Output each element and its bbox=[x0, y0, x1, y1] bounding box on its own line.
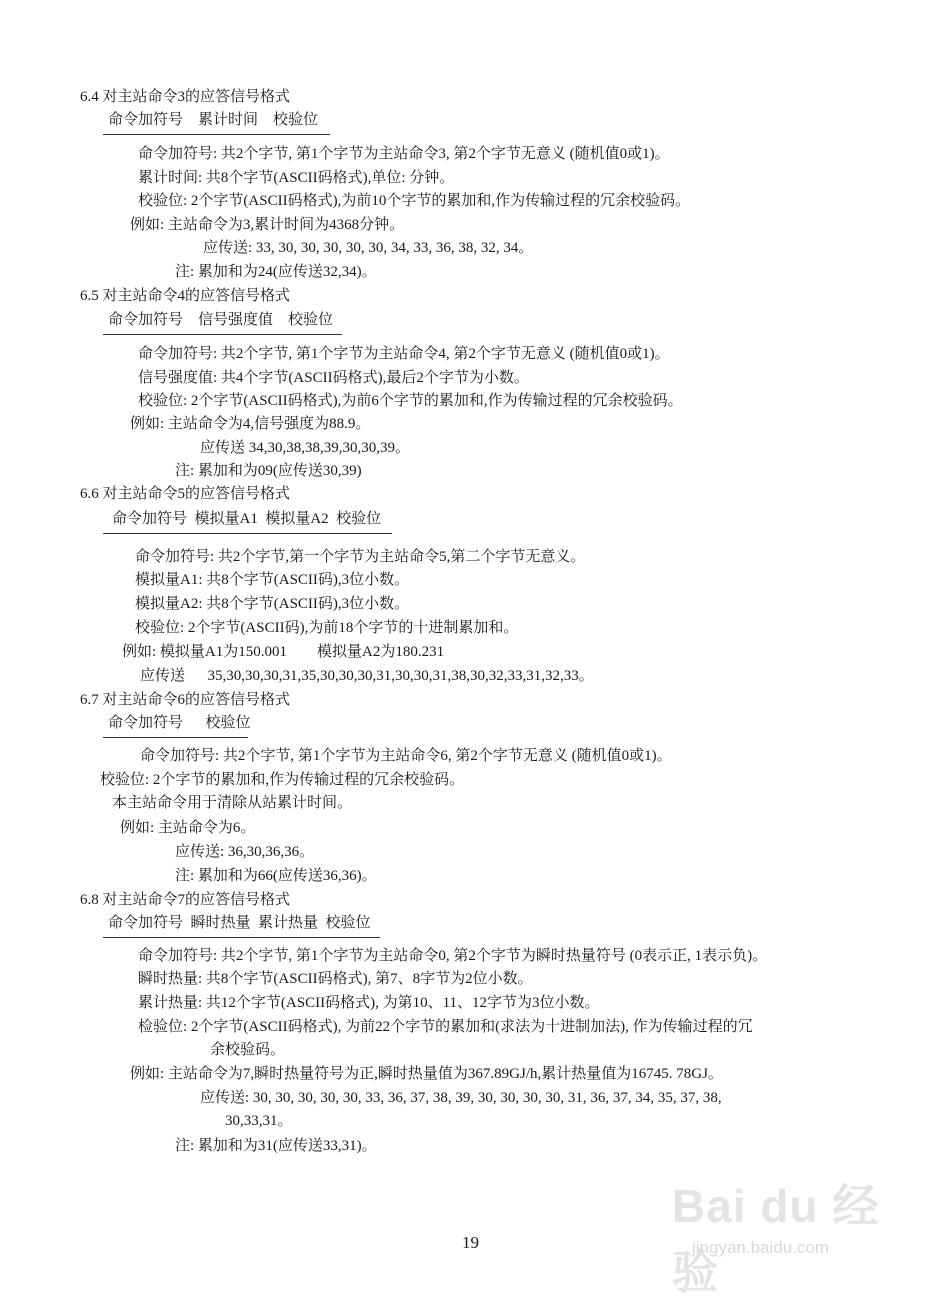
text-line: 检验位: 2个字节(ASCII码格式), 为前22个字节的累加和(求法为十进制加法), 作为传输过程的冗 bbox=[138, 1019, 753, 1035]
text-line: 注: 累加和为66(应传送36,36)。 bbox=[175, 868, 377, 884]
text-line: 模拟量A2: 共8个字节(ASCII码),3位小数。 bbox=[135, 596, 410, 612]
text-line: 应传送: 33, 30, 30, 30, 30, 30, 34, 33, 36, 38, 32, 34。 bbox=[203, 240, 534, 256]
text-line: 注: 累加和为09(应传送30,39) bbox=[175, 463, 362, 479]
divider bbox=[103, 737, 248, 738]
field-header: 命令加符号 校验位 bbox=[108, 715, 251, 731]
divider bbox=[103, 134, 330, 135]
text-line: 信号强度值: 共4个字节(ASCII码格式),最后2个字节为小数。 bbox=[138, 370, 529, 386]
text-line: 命令加符号: 共2个字节, 第1个字节为主站命令6, 第2个字节无意义 (随机值0或1)。 bbox=[140, 748, 672, 764]
text-line: 应传送: 30, 30, 30, 30, 30, 33, 36, 37, 38, 39, 30, 30, 30, 30, 31, 36, 37, 34, 35, 37, 38, bbox=[200, 1090, 722, 1106]
watermark-url: jingyan.baidu.com bbox=[692, 1238, 830, 1257]
section-heading: 6.6 对主站命令5的应答信号格式 bbox=[80, 486, 291, 502]
section-heading: 6.8 对主站命令7的应答信号格式 bbox=[80, 892, 291, 908]
text-line: 30,33,31。 bbox=[225, 1113, 293, 1129]
text-line: 命令加符号: 共2个字节, 第1个字节为主站命令3, 第2个字节无意义 (随机值0或1)。 bbox=[138, 146, 670, 162]
text-line: 应传送: 36,30,36,36。 bbox=[175, 844, 315, 860]
text-line: 例如: 主站命令为7,瞬时热量符号为正,瞬时热量值为367.89GJ/h,累计热量值为16745. 78GJ。 bbox=[130, 1066, 723, 1082]
text-line: 瞬时热量: 共8个字节(ASCII码格式), 第7、8字节为2位小数。 bbox=[138, 971, 533, 987]
text-line: 例如: 主站命令为3,累计时间为4368分钟。 bbox=[130, 217, 405, 233]
text-line: 模拟量A1: 共8个字节(ASCII码),3位小数。 bbox=[135, 572, 410, 588]
section-heading: 6.4 对主站命令3的应答信号格式 bbox=[80, 89, 291, 105]
watermark-brand: Bai du 经验 bbox=[672, 1180, 880, 1298]
text-line: 校验位: 2个字节(ASCII码格式),为前6个字节的累加和,作为传输过程的冗余校验码。 bbox=[138, 393, 683, 409]
text-line: 例如: 主站命令为4,信号强度为88.9。 bbox=[130, 416, 371, 432]
baidu-watermark-logo bbox=[672, 1160, 922, 1298]
text-line: 命令加符号: 共2个字节, 第1个字节为主站命令4, 第2个字节无意义 (随机值0或1)。 bbox=[138, 346, 670, 362]
section-heading: 6.7 对主站命令6的应答信号格式 bbox=[80, 692, 291, 708]
text-line: 应传送 34,30,38,38,39,30,30,39。 bbox=[200, 440, 411, 456]
text-line: 应传送 35,30,30,30,31,35,30,30,30,31,30,30,31,38,30,32,33,31,32,33。 bbox=[140, 668, 594, 684]
text-line: 校验位: 2个字节(ASCII码格式),为前10个字节的累加和,作为传输过程的冗余校验码。 bbox=[138, 193, 691, 209]
text-line: 校验位: 2个字节的累加和,作为传输过程的冗余校验码。 bbox=[100, 772, 465, 788]
text-line: 累计热量: 共12个字节(ASCII码格式), 为第10、11、12字节为3位小数。 bbox=[138, 995, 600, 1011]
text-line: 注: 累加和为24(应传送32,34)。 bbox=[175, 264, 377, 280]
text-line: 累计时间: 共8个字节(ASCII码格式),单位: 分钟。 bbox=[138, 170, 455, 186]
text-line: 校验位: 2个字节(ASCII码),为前18个字节的十进制累加和。 bbox=[135, 620, 519, 636]
page-number: 19 bbox=[462, 1233, 479, 1252]
field-header: 命令加符号 信号强度值 校验位 bbox=[108, 312, 334, 328]
text-line: 命令加符号: 共2个字节,第一个字节为主站命令5,第二个字节无意义。 bbox=[135, 549, 586, 565]
text-line: 余校验码。 bbox=[210, 1042, 286, 1058]
divider bbox=[103, 334, 342, 335]
divider bbox=[103, 533, 392, 534]
text-line: 命令加符号: 共2个字节, 第1个字节为主站命令0, 第2个字节为瞬时热量符号 (0表示正, 1表示负)。 bbox=[138, 948, 768, 964]
section-heading: 6.5 对主站命令4的应答信号格式 bbox=[80, 288, 291, 304]
field-header: 命令加符号 瞬时热量 累计热量 校验位 bbox=[108, 915, 371, 931]
text-line: 本主站命令用于清除从站累计时间。 bbox=[112, 795, 353, 811]
text-line: 例如: 模拟量A1为150.001 模拟量A2为180.231 bbox=[122, 644, 445, 660]
divider bbox=[103, 937, 380, 938]
field-header: 命令加符号 累计时间 校验位 bbox=[108, 112, 319, 128]
field-header: 命令加符号 模拟量A1 模拟量A2 校验位 bbox=[112, 511, 382, 527]
text-line: 注: 累加和为31(应传送33,31)。 bbox=[175, 1138, 377, 1154]
text-line: 例如: 主站命令为6。 bbox=[120, 820, 256, 836]
